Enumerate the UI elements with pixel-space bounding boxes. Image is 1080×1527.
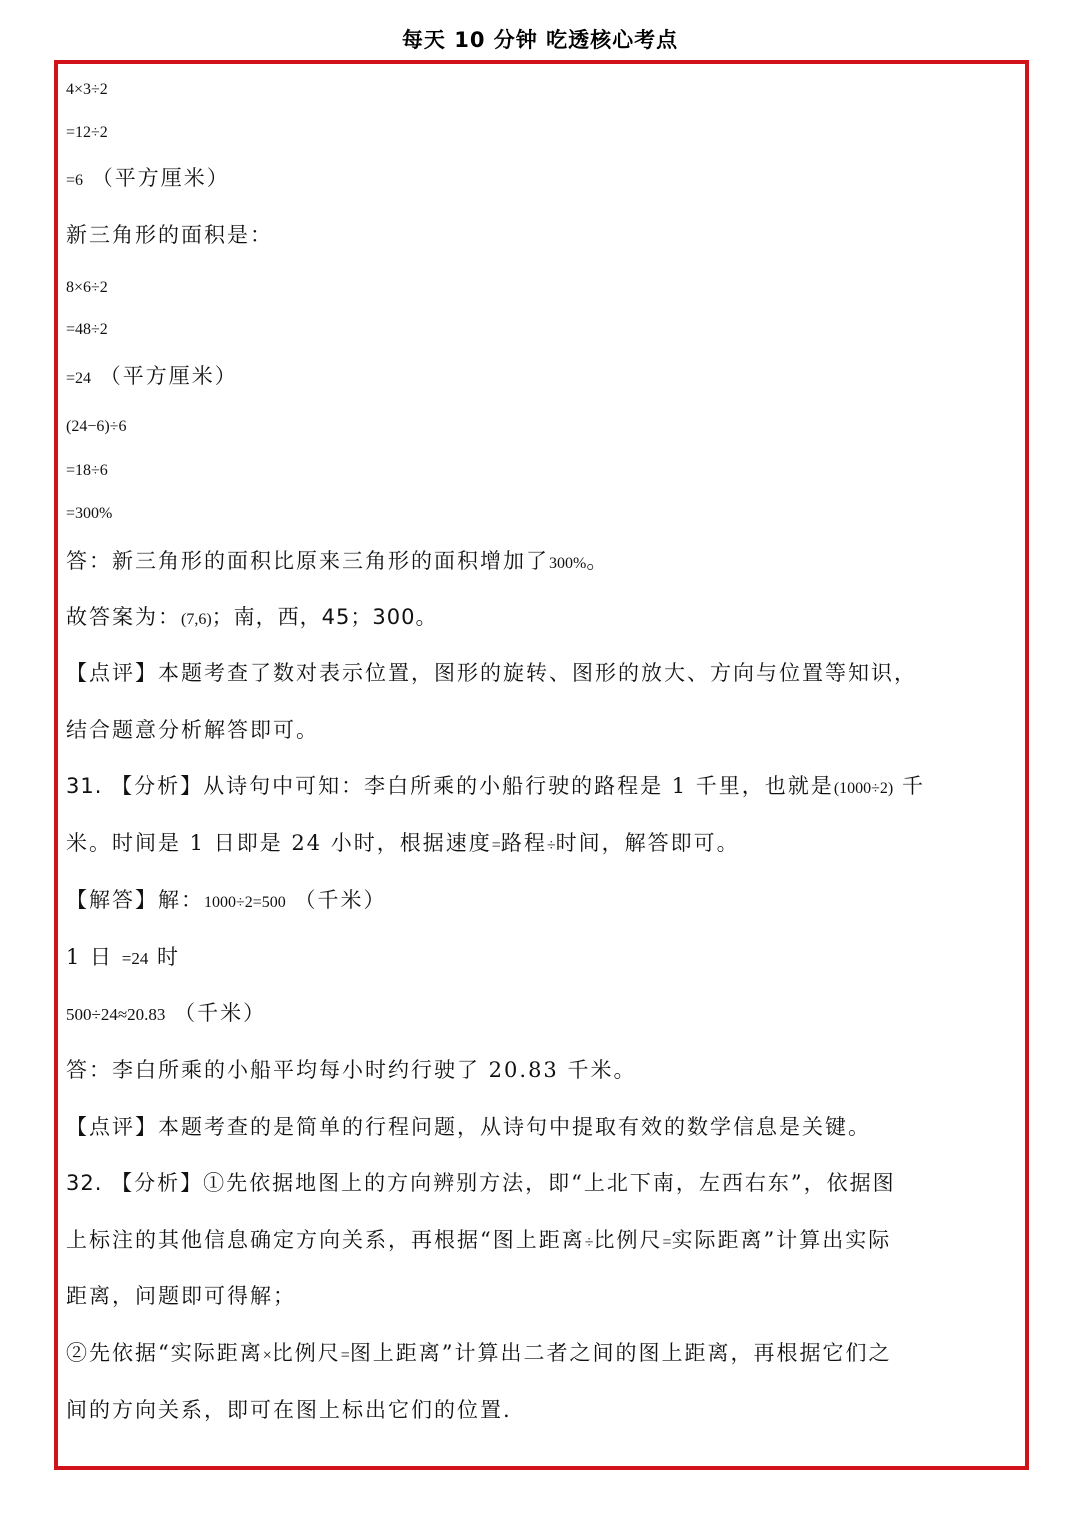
content-frame [54,60,1029,1470]
q32-analysis-line-5: 间的方向关系，即可在图上标出它们的位置. [66,1398,512,1422]
calc-line-1: 4×3÷2 [66,81,108,98]
q32-analysis-line-1: 32. 【分析】①先依据地图上的方向辨别方法，即“上北下南，左西右东”，依据图 [66,1171,896,1195]
q31-solution-line-2: 1 日 =24 时 [66,945,181,969]
calc-line-7: =24 （平方厘米） [66,364,238,388]
q31-solution-line-1: 【解答】解：1000÷2=500 （千米） [66,888,387,912]
q32-analysis-line-4: ②先依据“实际距离×比例尺=图上距离”计算出二者之间的图上距离，再根据它们之 [66,1341,892,1365]
q31-analysis-line-2: 米。时间是 1 日即是 24 小时，根据速度=路程÷时间，解答即可。 [66,831,740,855]
calc-line-2: =12÷2 [66,124,108,141]
calc-line-3: =6 （平方厘米） [66,166,230,190]
comment-line-1: 【点评】本题考查了数对表示位置，图形的旋转、图形的放大、方向与位置等知识， [66,661,917,685]
q31-comment-line: 【点评】本题考查的是简单的行程问题，从诗句中提取有效的数学信息是关键。 [66,1115,871,1139]
new-triangle-heading: 新三角形的面积是： [66,223,273,247]
calc-line-9: =18÷6 [66,462,108,479]
calc-line-5: 8×6÷2 [66,279,108,296]
q31-analysis-line-1: 31. 【分析】从诗句中可知：李白所乘的小船行驶的路程是 1 千里，也就是(1000÷2) 千 [66,774,925,798]
page-header: 每天 10 分钟 吃透核心考点 [401,28,679,52]
q31-answer-line: 答：李白所乘的小船平均每小时约行驶了 20.83 千米。 [66,1058,637,1082]
comment-line-2: 结合题意分析解答即可。 [66,718,319,742]
answer-line: 答：新三角形的面积比原来三角形的面积增加了300%。 [66,549,610,573]
final-answer-line: 故答案为：(7,6)；南，西，45；300。 [66,605,438,629]
q32-analysis-line-2: 上标注的其他信息确定方向关系，再根据“图上距离÷比例尺=实际距离”计算出实际 [66,1228,892,1252]
q32-analysis-line-3: 距离，问题即可得解； [66,1284,296,1308]
q31-solution-line-3: 500÷24≈20.83 （千米） [66,1001,267,1025]
calc-line-8: (24−6)÷6 [66,418,127,435]
calc-line-10: =300% [66,505,113,522]
calc-line-6: =48÷2 [66,321,108,338]
